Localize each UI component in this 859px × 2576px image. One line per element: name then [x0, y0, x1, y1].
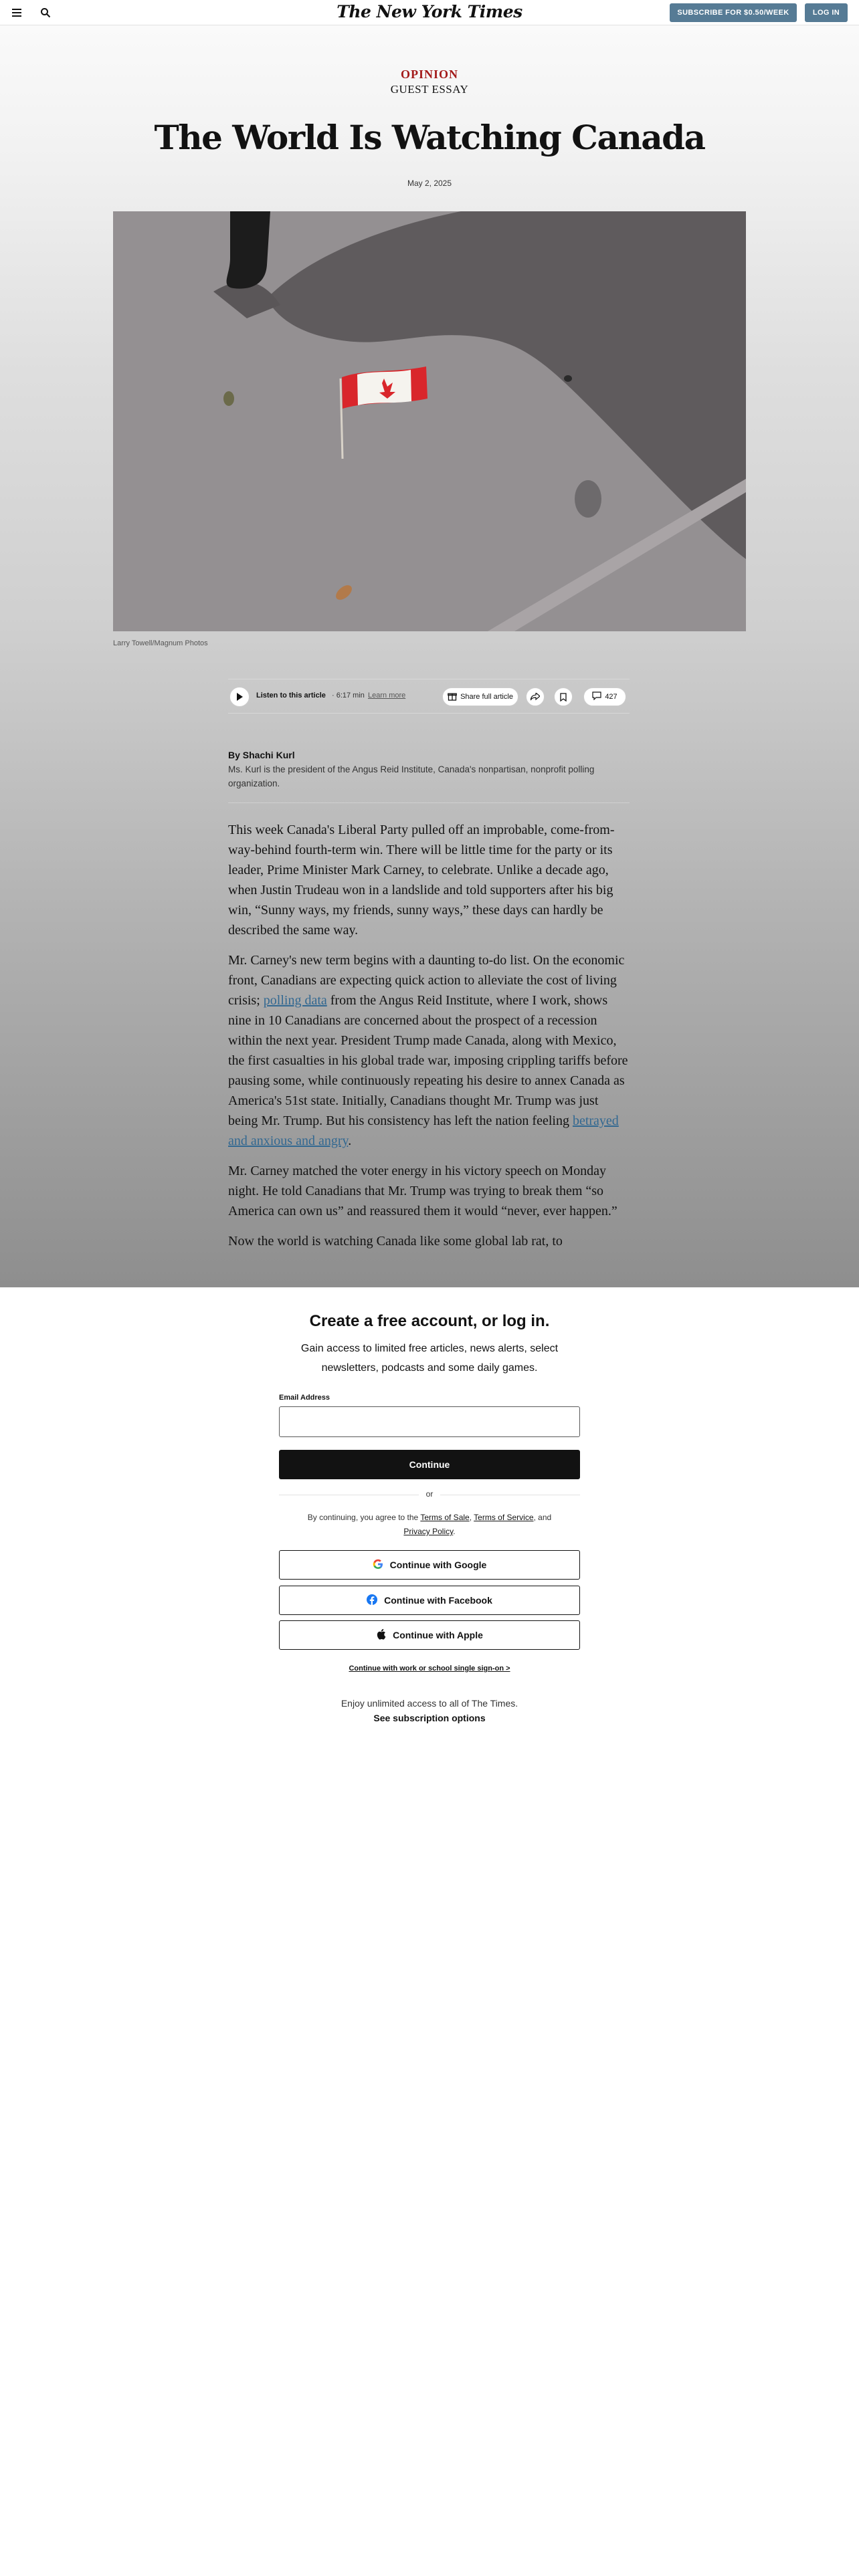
terms-of-service-link[interactable]: Terms of Service — [474, 1513, 534, 1522]
terms-separator: , — [469, 1513, 474, 1522]
apple-button-label: Continue with Apple — [393, 1630, 483, 1640]
lead-photo — [113, 211, 746, 631]
google-icon — [373, 1559, 383, 1572]
share-icon[interactable] — [526, 687, 545, 706]
comments-button[interactable] — [583, 687, 626, 706]
terms-of-sale-link[interactable]: Terms of Sale — [420, 1513, 470, 1522]
comment-icon — [592, 691, 601, 702]
terms-text — [279, 1511, 580, 1539]
unlimited-access-text: Enjoy unlimited access to all of The Times. — [341, 1698, 518, 1709]
bookmark-icon[interactable] — [554, 687, 573, 706]
or-label: or — [419, 1489, 440, 1499]
paragraph: Mr. Carney matched the voter energy in his victory speech on Monday night. He told Canadians that Mr. Trump was trying to break them “so America can own us” and reassured them it would “never, ever happen.” — [228, 1164, 617, 1218]
continue-with-google-button[interactable] — [279, 1550, 580, 1580]
login-button[interactable]: LOG IN — [805, 3, 848, 22]
email-label: Email Address — [279, 1394, 330, 1402]
registration-description: Gain access to limited free articles, news alerts, select newsletters, podcasts and some daily games. — [300, 1343, 559, 1374]
comment-count: 427 — [605, 693, 617, 701]
guest-essay-label: GUEST ESSAY — [390, 83, 469, 96]
listen-label: Listen to this article — [256, 691, 326, 700]
paragraph — [228, 950, 630, 1151]
share-full-article-label: Share full article — [460, 693, 513, 701]
privacy-policy-link[interactable]: Privacy Policy — [403, 1527, 454, 1536]
paragraph-text: Mr. Carney's new term begins with a daunting to-do list. On the economic front, Canadians are expecting quick action to alleviate the cost of living crisis; — [228, 953, 625, 1008]
paragraph: This week Canada's Liberal Party pulled off an improbable, come-from-way-behind fourth-term win. There will be little time for the party or its leader, Prime Minister Mark Carney, to celebrate. Unlike a decade ago, when Justin Trudeau won in a landslide and told supporters after his big win, “Sunny ways, my friends, sunny ways,” these days can hardly be described the same way. — [228, 823, 615, 938]
article-headline: The World Is Watching Canada — [154, 118, 705, 157]
google-button-label: Continue with Google — [389, 1560, 487, 1570]
see-subscription-options-link[interactable]: See subscription options — [373, 1713, 486, 1723]
subscribe-button[interactable]: SUBSCRIBE FOR $0.50/WEEK — [670, 3, 797, 22]
gift-icon — [448, 691, 457, 703]
continue-with-apple-button[interactable] — [279, 1620, 580, 1650]
terms-prefix: By continuing, you agree to the — [307, 1513, 421, 1522]
terms-end: . — [453, 1527, 456, 1536]
work-sso-link[interactable]: Continue with work or school single sign-on > — [349, 1665, 510, 1673]
apple-icon — [376, 1628, 386, 1642]
registration-panel — [0, 1287, 859, 2576]
share-full-article-button[interactable] — [442, 687, 518, 706]
play-icon[interactable] — [229, 687, 250, 707]
article-body — [228, 820, 630, 1261]
audio-duration: · 6:17 min — [332, 691, 365, 700]
continue-button[interactable]: Continue — [279, 1450, 580, 1479]
article — [0, 25, 859, 1287]
top-bar — [0, 0, 859, 25]
masthead-logo[interactable]: The New York Times — [337, 2, 522, 21]
section-kicker[interactable]: OPINION — [400, 68, 458, 81]
polling-data-link[interactable]: polling data — [263, 993, 327, 1008]
paragraph-text: from the Angus Reid Institute, where I work, shows nine in 10 Canadians are concerned about the prospect of a recession within the next year. President Trump made Canada, along with Mexico, the first casualties in his global trade war, imposing crippling tariffs before pausing some, while continuously repeating his desire to annex Canada as America's 51st state. Initially, Canadians thought Mr. Trump was just being Mr. Trump. But his consistency has left the nation feeling — [228, 993, 628, 1128]
divider — [228, 802, 630, 803]
facebook-button-label: Continue with Facebook — [384, 1595, 492, 1606]
byline[interactable]: By Shachi Kurl — [228, 750, 295, 760]
article-toolbar — [228, 679, 630, 714]
continue-with-facebook-button[interactable] — [279, 1586, 580, 1615]
article-date: May 2, 2025 — [407, 179, 452, 188]
betrayed-link[interactable]: betrayed and anxious and angry — [228, 1113, 619, 1148]
author-bio: Ms. Kurl is the president of the Angus Reid Institute, Canada's nonpartisan, nonprofit polling organization. — [228, 764, 595, 788]
paragraph: Now the world is watching Canada like some global lab rat, to — [228, 1234, 563, 1249]
terms-separator: , and — [533, 1513, 552, 1522]
facebook-icon — [367, 1594, 377, 1607]
email-field[interactable] — [279, 1406, 580, 1437]
registration-title: Create a free account, or log in. — [309, 1312, 550, 1330]
paragraph-text: . — [348, 1134, 352, 1148]
learn-more-link[interactable]: Learn more — [368, 691, 406, 700]
photo-credit: Larry Towell/Magnum Photos — [113, 639, 208, 647]
